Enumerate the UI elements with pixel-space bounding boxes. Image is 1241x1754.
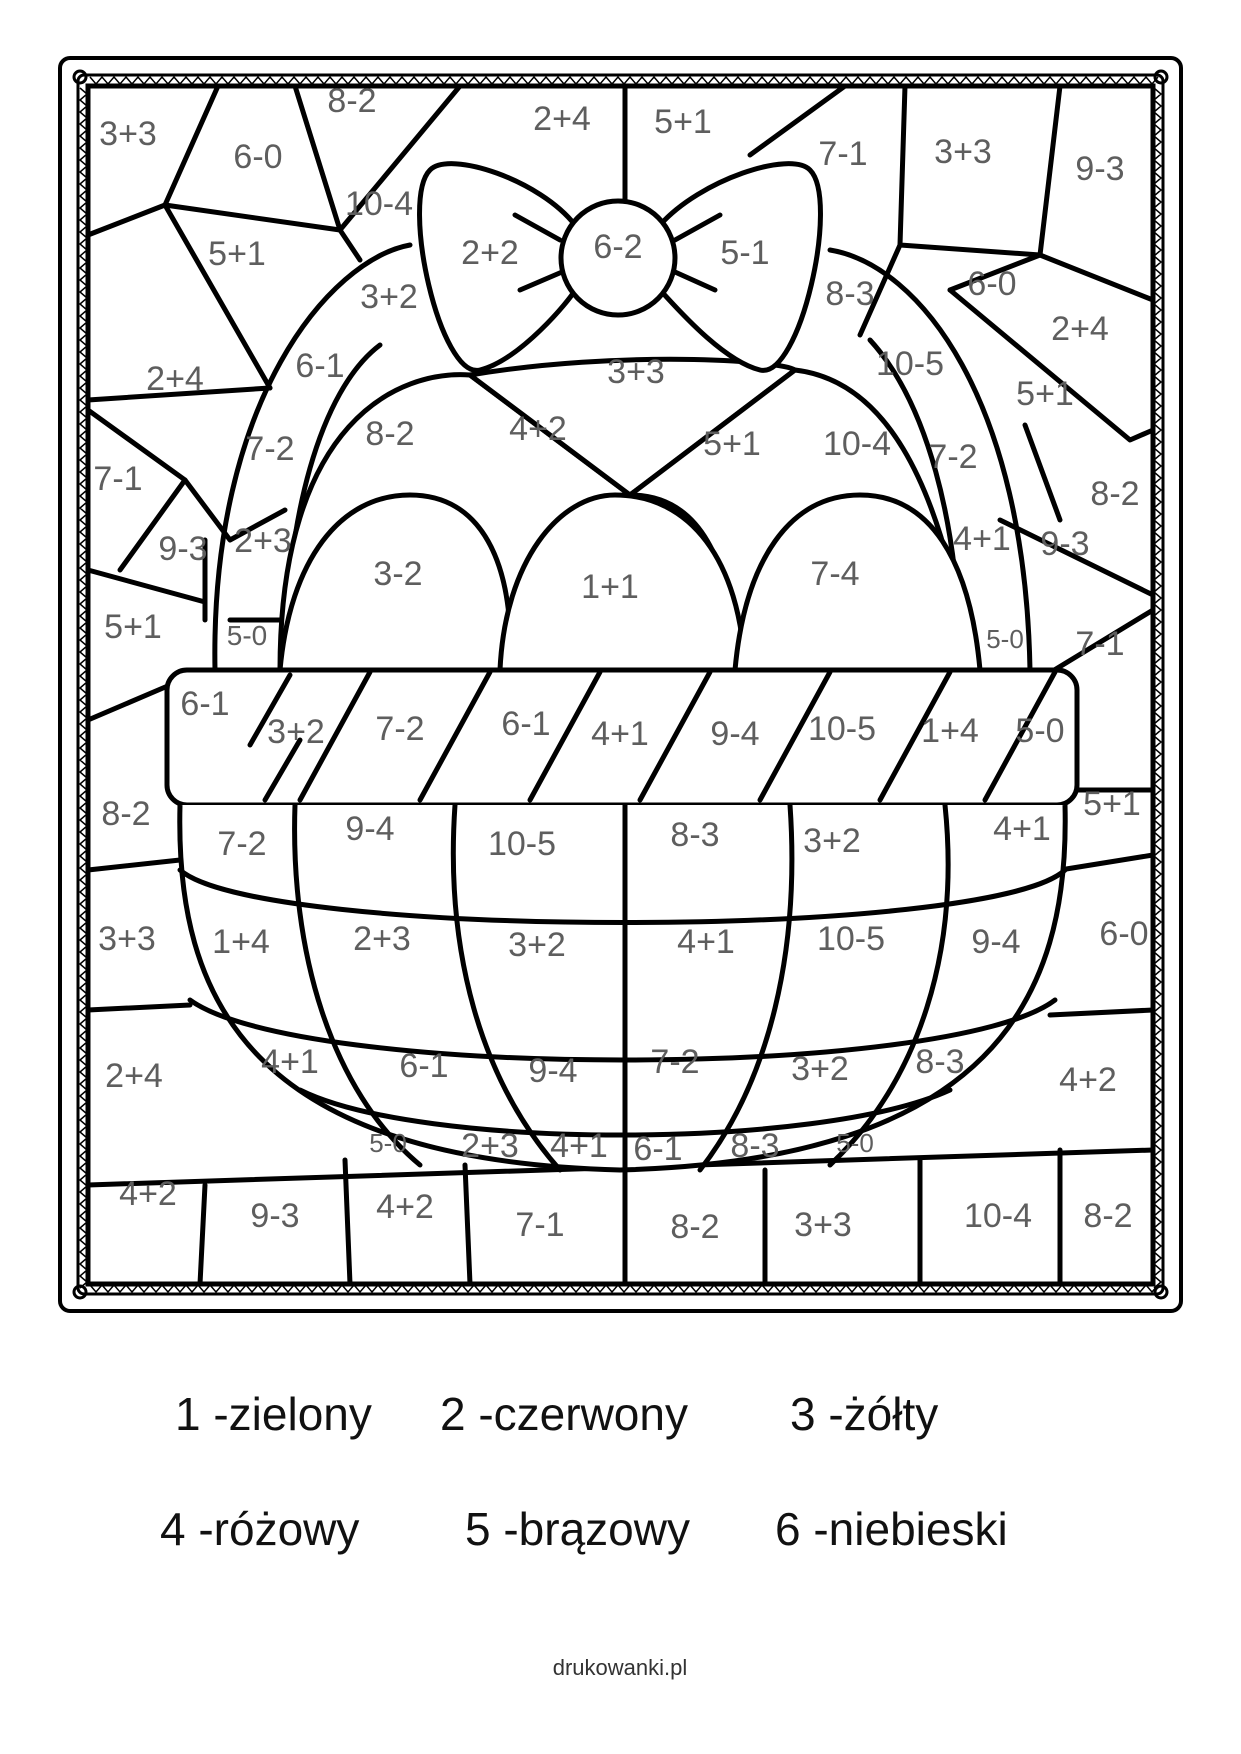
cell-label: 4+1 <box>261 1043 319 1081</box>
cell-label: 8-2 <box>365 415 415 453</box>
cell-label: 6-2 <box>593 228 643 266</box>
cell-label: 3+3 <box>607 353 665 391</box>
cell-label: 3-2 <box>373 555 423 593</box>
cell-label: 4+1 <box>677 923 735 961</box>
cell-label: 7-1 <box>818 135 868 173</box>
basket-body <box>180 805 1065 1170</box>
cell-label: 6-1 <box>180 685 230 723</box>
footer-site: drukowanki.pl <box>552 1655 688 1680</box>
cell-label: 7-1 <box>1075 625 1125 663</box>
cell-label: 5-0 <box>986 624 1024 654</box>
cell-label: 3+3 <box>99 115 157 153</box>
cell-label: 4+1 <box>550 1127 608 1165</box>
cell-label: 3+2 <box>791 1050 849 1088</box>
cell-label: 5-1 <box>720 234 770 272</box>
cell-label: 4+1 <box>591 715 649 753</box>
cell-label: 5+1 <box>1016 375 1074 413</box>
legend-item-5: 5 -brązowy <box>465 1503 690 1555</box>
cell-label: 9-4 <box>345 810 395 848</box>
cell-label: 10-4 <box>344 185 414 223</box>
cell-label: 10-5 <box>807 710 877 748</box>
cell-label: 8-2 <box>670 1208 720 1246</box>
cell-label: 5+1 <box>104 608 162 646</box>
cell-label: 8-2 <box>1090 475 1140 513</box>
cell-label: 4+2 <box>1059 1061 1117 1099</box>
cell-label: 8-3 <box>670 816 720 854</box>
cell-label: 5-0 <box>1015 712 1065 750</box>
cell-label: 3+2 <box>360 278 418 316</box>
cell-label: 8-2 <box>327 82 377 120</box>
cell-label: 5+1 <box>654 103 712 141</box>
cell-label: 5-0 <box>226 620 268 651</box>
cell-label: 3+3 <box>934 133 992 171</box>
cell-label: 5+1 <box>208 235 266 273</box>
cell-label: 6-0 <box>1099 915 1149 953</box>
cell-label: 3+2 <box>803 822 861 860</box>
cell-label: 2+2 <box>461 234 519 272</box>
legend-item-3: 3 -żółty <box>790 1388 939 1440</box>
cell-label: 7-1 <box>93 460 143 498</box>
cell-label: 4+1 <box>993 810 1051 848</box>
cell-label: 4+2 <box>376 1188 434 1226</box>
cell-label: 4+1 <box>953 520 1011 558</box>
cell-label: 5+1 <box>1083 785 1141 823</box>
cell-label: 6-1 <box>295 347 345 385</box>
cell-label: 1+4 <box>212 923 270 961</box>
cell-label: 7-2 <box>650 1043 700 1081</box>
cell-label: 6-1 <box>501 705 551 743</box>
legend-item-6: 6 -niebieski <box>775 1503 1008 1555</box>
legend-item-2: 2 -czerwony <box>440 1388 688 1440</box>
cell-label: 7-2 <box>928 438 978 476</box>
cell-label: 7-1 <box>515 1206 565 1244</box>
cell-label: 2+4 <box>1051 310 1109 348</box>
cell-label: 8-2 <box>1083 1197 1133 1235</box>
cell-label: 7-2 <box>375 710 425 748</box>
cell-label: 6-0 <box>233 138 283 176</box>
cell-label: 10-4 <box>963 1197 1033 1235</box>
cell-label: 7-2 <box>217 825 267 863</box>
cell-label: 3+2 <box>267 713 325 751</box>
cell-label: 2+4 <box>533 100 591 138</box>
eggs <box>280 359 980 670</box>
cell-label: 9-3 <box>158 530 208 568</box>
cell-label: 9-4 <box>528 1052 578 1090</box>
cell-label: 2+3 <box>234 522 292 560</box>
cell-label: 6-0 <box>967 265 1017 303</box>
cell-label: 1+1 <box>581 568 639 606</box>
cell-label: 2+3 <box>461 1127 519 1165</box>
cell-label: 9-4 <box>710 715 760 753</box>
cell-label: 10-5 <box>875 345 945 383</box>
cell-label: 5-0 <box>369 1128 407 1158</box>
cell-label: 7-4 <box>810 555 860 593</box>
cell-label: 9-3 <box>1075 150 1125 188</box>
cell-label: 5+1 <box>703 425 761 463</box>
cell-label: 3+3 <box>794 1206 852 1244</box>
cell-label: 6-1 <box>399 1047 449 1085</box>
cell-label: 10-4 <box>822 425 892 463</box>
cell-label: 3+2 <box>508 926 566 964</box>
cell-label: 5-0 <box>836 1128 874 1158</box>
cell-label: 1+4 <box>921 712 979 750</box>
cell-label: 4+2 <box>119 1175 177 1213</box>
cell-label: 2+3 <box>353 920 411 958</box>
cell-label: 2+4 <box>105 1057 163 1095</box>
cell-label: 9-3 <box>250 1197 300 1235</box>
cell-label: 7-2 <box>245 430 295 468</box>
cell-label: 10-5 <box>487 825 557 863</box>
cell-label: 10-5 <box>816 920 886 958</box>
color-legend <box>160 1388 1008 1555</box>
cell-label: 8-2 <box>101 795 151 833</box>
cell-label: 2+4 <box>146 360 204 398</box>
legend-item-1: 1 -zielony <box>175 1388 372 1440</box>
cell-label: 3+3 <box>98 920 156 958</box>
cell-label: 8-3 <box>915 1043 965 1081</box>
cell-label: 6-1 <box>633 1130 683 1168</box>
cell-label: 4+2 <box>509 410 567 448</box>
cell-label: 8-3 <box>730 1127 780 1165</box>
cell-label: 9-3 <box>1040 525 1090 563</box>
legend-item-4: 4 -różowy <box>160 1503 360 1555</box>
cell-label: 9-4 <box>971 923 1021 961</box>
cell-label: 8-3 <box>825 275 875 313</box>
